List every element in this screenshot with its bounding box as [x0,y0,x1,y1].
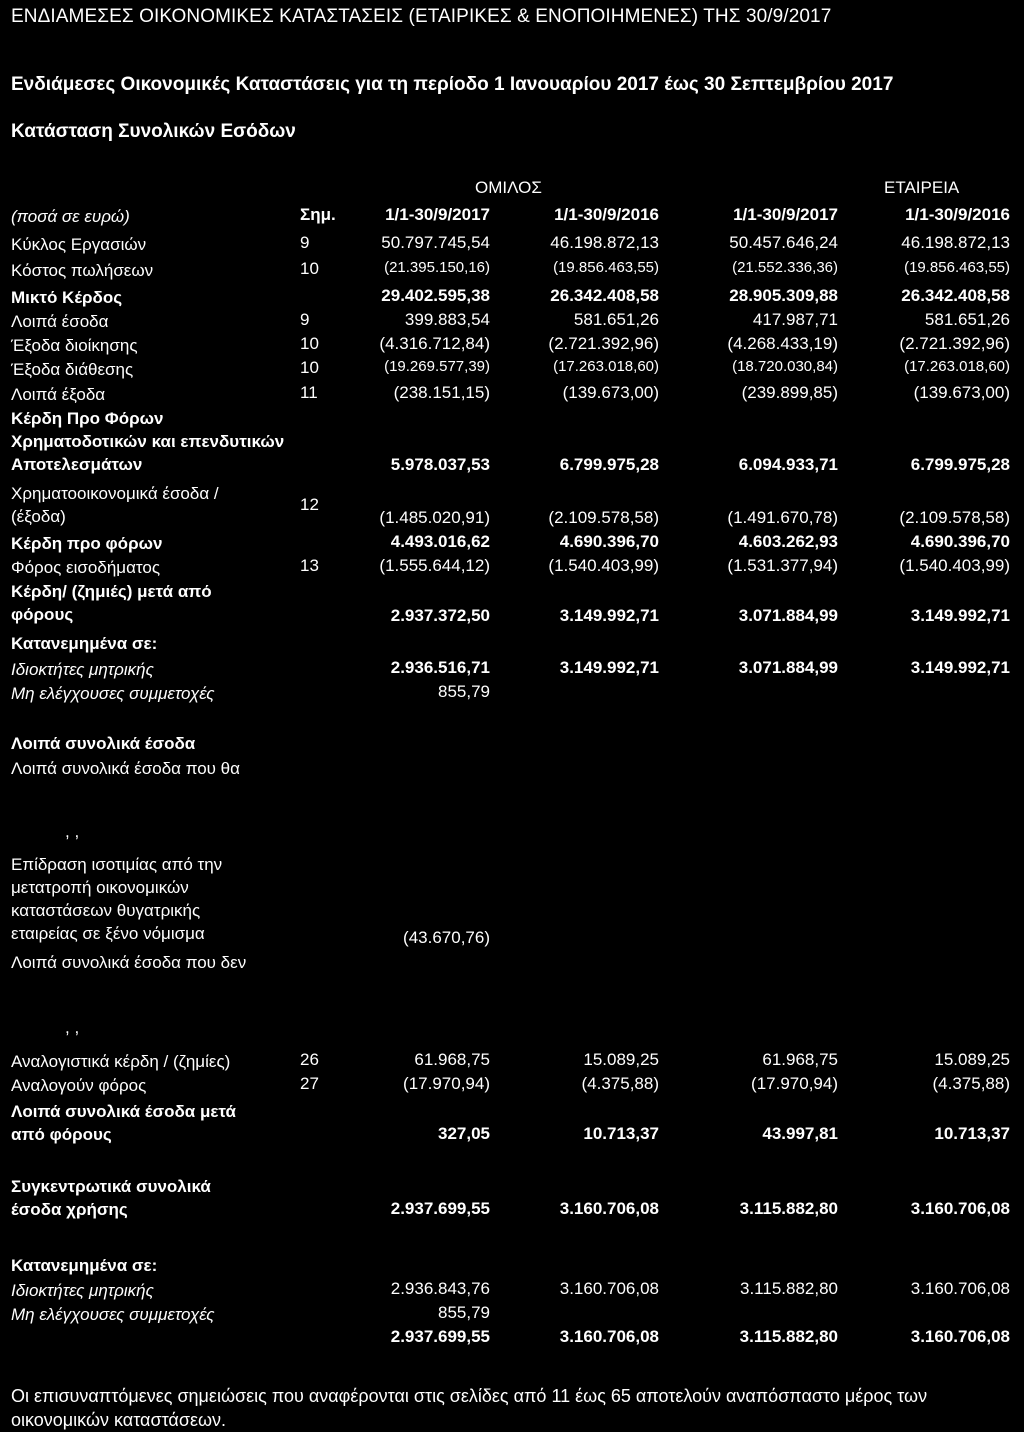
value-omilos-2017: 29.402.595,38 [381,286,490,305]
value-omilos-2016: 3.149.992,71 [559,606,659,625]
group-header-etaireia: ΕΤΑΙΡΕΙΑ [884,178,960,197]
value-omilos-2017: 399.883,54 [404,310,490,329]
value-omilos-2017: 855,79 [438,1303,490,1322]
row-note: 9 [300,233,310,252]
value-etaireia-2016: (2.721.392,96) [899,334,1010,353]
value-omilos-2017: 855,79 [438,682,490,701]
row-label: Μη ελέγχουσες συμμετοχές [11,1305,215,1324]
value-etaireia-2016: 581.651,26 [924,310,1010,329]
value-omilos-2016: 3.149.992,71 [559,658,659,677]
row-label: Κατανεμημένα σε: [11,634,158,653]
value-etaireia-2016: (4.375,88) [932,1074,1010,1093]
row-label: Λοιπά συνολικά έσοδα μετά από φόρους [11,1102,236,1144]
value-etaireia-2017: 4.603.262,93 [738,532,838,551]
value-etaireia-2017: (239.899,85) [741,383,838,402]
row-label: Μικτό Κέρδος [11,288,123,307]
value-omilos-2016: 6.799.975,28 [559,455,659,474]
row-note: 10 [300,259,319,278]
row-note: 12 [300,495,319,514]
row-label: Μη ελέγχουσες συμμετοχές [11,684,215,703]
value-etaireia-2017: 3.115.882,80 [739,1199,838,1218]
value-omilos-2016: 10.713,37 [583,1124,659,1143]
row-label: Κύκλος Εργασιών [11,235,147,254]
period-header-omilos-2016: 1/1-30/9/2016 [554,205,659,224]
value-etaireia-2017: 3.071.884,99 [738,658,838,677]
value-etaireia-2017: (17.970,94) [751,1074,838,1093]
value-omilos-2016: 3.160.706,08 [559,1279,659,1298]
value-omilos-2016: 46.198.872,13 [550,233,659,252]
document-subtitle: Ενδιάμεσες Οικονομικές Καταστάσεις για τη περίοδο 1 Ιανουαρίου 2017 έως 30 Σεπτεμβρίου 2017 [11,74,894,95]
period-header-etaireia-2017: 1/1-30/9/2017 [733,205,838,224]
value-omilos-2016: 581.651,26 [573,310,659,329]
value-etaireia-2017: 6.094.933,71 [738,455,838,474]
period-header-omilos-2017: 1/1-30/9/2017 [385,205,490,224]
value-omilos-2017: (1.485.020,91) [379,508,490,527]
row-label: Αναλογιστικά κέρδη / (ζημίες) [11,1052,231,1071]
notes-column-header: Σημ. [300,205,336,224]
row-label: Ιδιοκτήτες μητρικής [11,1281,154,1300]
row-note: 9 [300,310,310,329]
value-omilos-2017: 327,05 [438,1124,490,1143]
value-omilos-2017: (1.555.644,12) [379,556,490,575]
page-header: ΕΝΔΙΑΜΕΣΕΣ ΟΙΚΟΝΟΜΙΚΕΣ ΚΑΤΑΣΤΑΣΕΙΣ (ΕΤΑΙΡΙΚΕΣ & ΕΝΟΠΟΙΗΜΕΝΕΣ) ΤΗΣ 30/9/2017 [11,6,832,27]
value-etaireia-2016: 3.160.706,08 [910,1199,1010,1218]
value-etaireia-2016: 3.149.992,71 [910,606,1010,625]
value-omilos-2017: (19.269.577,39) [384,358,490,375]
value-etaireia-2017: (4.268.433,19) [727,334,838,353]
value-etaireia-2017: (1.531.377,94) [727,556,838,575]
value-etaireia-2017: 50.457.646,24 [729,233,838,252]
row-label: Αναλογούν φόρος [11,1076,147,1095]
value-omilos-2017: 50.797.745,54 [381,233,490,252]
value-omilos-2017: 2.937.372,50 [390,606,490,625]
value-omilos-2017: (21.395.150,16) [384,259,490,276]
group-header-omilos: ΟΜΙΛΟΣ [475,178,542,197]
value-omilos-2017: 2.937.699,55 [390,1199,490,1218]
value-etaireia-2016: 10.713,37 [934,1124,1010,1143]
value-omilos-2016: (17.263.018,60) [553,358,659,375]
row-label: Φόρος εισοδήματος [11,558,161,577]
row-label: Ιδιοκτήτες μητρικής [11,660,154,679]
footer-note: Οι επισυναπτόμενες σημειώσεις που αναφέρονται στις σελίδες από 11 έως 65 αποτελούν αναπόσπαστο μέρος των οικονομικών καταστάσεων. [11,1386,928,1430]
value-etaireia-2016: (1.540.403,99) [899,556,1010,575]
value-omilos-2017: (238.151,15) [393,383,490,402]
row-label: , , [65,822,80,841]
value-omilos-2016: (19.856.463,55) [553,259,659,276]
value-omilos-2016: (139.673,00) [562,383,659,402]
row-label: Χρηματοοικονομικά έσοδα / (έξοδα) [11,484,219,526]
value-etaireia-2016: 4.690.396,70 [910,532,1010,551]
value-omilos-2016: (2.721.392,96) [548,334,659,353]
row-label: Λοιπά συνολικά έσοδα [11,734,196,753]
value-etaireia-2017: 417.987,71 [752,310,838,329]
row-label: Συγκεντρωτικά συνολικά έσοδα χρήσης [11,1177,211,1219]
value-omilos-2017: 5.978.037,53 [390,455,490,474]
statement-title: Κατάσταση Συνολικών Εσόδων [11,121,296,142]
value-omilos-2017: 2.936.516,71 [390,658,490,677]
value-etaireia-2017: (21.552.336,36) [732,259,838,276]
row-note: 10 [300,358,319,377]
row-label: Λοιπά έξοδα [11,385,106,404]
value-etaireia-2017: (18.720.030,84) [732,358,838,375]
row-label: Κατανεμημένα σε: [11,1256,158,1275]
value-omilos-2017: (4.316.712,84) [379,334,490,353]
value-omilos-2016: 4.690.396,70 [559,532,659,551]
value-etaireia-2016: (17.263.018,60) [904,358,1010,375]
value-omilos-2017: 4.493.016,62 [390,532,490,551]
row-label: Έξοδα διοίκησης [11,336,138,355]
value-etaireia-2016: 6.799.975,28 [910,455,1010,474]
value-etaireia-2016: 26.342.408,58 [901,286,1010,305]
row-note: 13 [300,556,319,575]
value-omilos-2017: (17.970,94) [403,1074,490,1093]
value-etaireia-2016: 3.149.992,71 [910,658,1010,677]
value-etaireia-2017: (1.491.670,78) [727,508,838,527]
value-etaireia-2016: 46.198.872,13 [901,233,1010,252]
value-omilos-2016: (1.540.403,99) [548,556,659,575]
row-label: Επίδραση ισοτιμίας από την μετατροπή οικονομικών καταστάσεων θυγατρικής εταιρείας σε ξένο νόμισμα [11,855,223,943]
row-label: Κέρδη Προ Φόρων Χρηματοδοτικών και επενδυτικών Αποτελεσμάτων [11,409,285,474]
amounts-unit-label: (ποσά σε ευρώ) [11,207,130,226]
value-omilos-2016: 26.342.408,58 [550,286,659,305]
row-label: Έξοδα διάθεσης [11,360,134,379]
row-label: Κέρδη/ (ζημιές) μετά από φόρους [11,582,212,624]
row-note: 27 [300,1074,319,1093]
value-etaireia-2017: 28.905.309,88 [729,286,838,305]
value-omilos-2016: 3.160.706,08 [559,1327,659,1346]
value-omilos-2017: 61.968,75 [414,1050,490,1069]
row-label: Λοιπά συνολικά έσοδα που θα [11,759,240,778]
value-omilos-2017: 2.937.699,55 [390,1327,490,1346]
value-omilos-2016: 3.160.706,08 [559,1199,659,1218]
value-omilos-2017: 2.936.843,76 [390,1279,490,1298]
value-omilos-2016: (4.375,88) [581,1074,659,1093]
row-label: Κέρδη προ φόρων [11,534,163,553]
value-etaireia-2016: 15.089,25 [934,1050,1010,1069]
value-etaireia-2017: 3.115.882,80 [739,1327,838,1346]
value-omilos-2017: (43.670,76) [403,928,490,947]
row-note: 26 [300,1050,319,1069]
row-label: , , [65,1018,80,1037]
value-omilos-2016: 15.089,25 [583,1050,659,1069]
value-etaireia-2016: (2.109.578,58) [899,508,1010,527]
value-etaireia-2016: 3.160.706,08 [910,1279,1010,1298]
value-etaireia-2017: 3.115.882,80 [740,1279,838,1298]
value-omilos-2016: (2.109.578,58) [548,508,659,527]
row-label: Λοιπά έσοδα [11,312,109,331]
row-note: 11 [300,383,318,402]
value-etaireia-2016: (139.673,00) [913,383,1010,402]
row-note: 10 [300,334,319,353]
value-etaireia-2017: 43.997,81 [762,1124,838,1143]
row-label: Κόστος πωλήσεων [11,261,154,280]
period-header-etaireia-2016: 1/1-30/9/2016 [905,205,1010,224]
value-etaireia-2017: 61.968,75 [762,1050,838,1069]
value-etaireia-2017: 3.071.884,99 [738,606,838,625]
value-etaireia-2016: (19.856.463,55) [904,259,1010,276]
row-label: Λοιπά συνολικά έσοδα που δεν [11,953,247,972]
value-etaireia-2016: 3.160.706,08 [910,1327,1010,1346]
